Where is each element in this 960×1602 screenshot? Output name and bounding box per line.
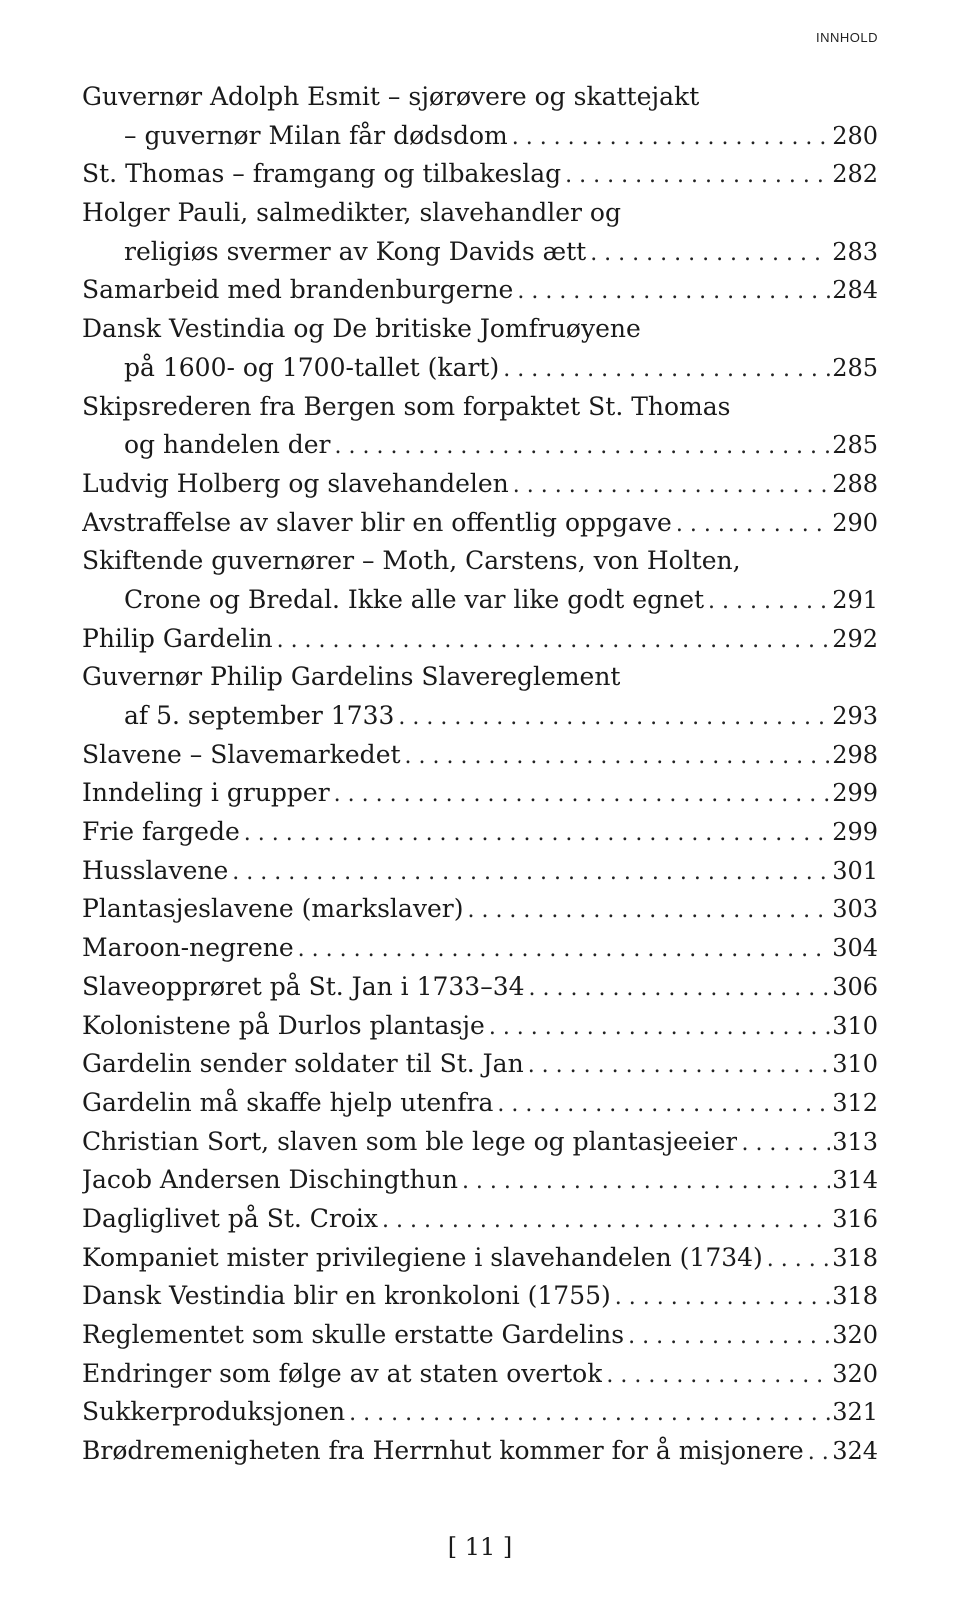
dot-leader bbox=[737, 1125, 830, 1164]
toc-entry-title: Maroon-negrene bbox=[82, 933, 294, 963]
dot-leader bbox=[401, 738, 830, 777]
dot-leader bbox=[513, 273, 830, 312]
toc-entry-title: Skipsrederen fra Bergen som forpaktet St. Thomas bbox=[82, 391, 731, 421]
toc-entry bbox=[82, 388, 878, 465]
toc-entry bbox=[82, 1355, 878, 1394]
toc-entry-title: Kompaniet mister privilegiene i slavehandelen (1734) bbox=[82, 1242, 763, 1272]
page-number: [ 11 ] bbox=[447, 1533, 513, 1561]
toc-entry bbox=[82, 1393, 878, 1432]
running-head: INNHOLD bbox=[815, 30, 878, 45]
toc-entry-title: Jacob Andersen Dischingthun bbox=[82, 1165, 458, 1195]
toc-entry-page: 299 bbox=[832, 779, 878, 808]
dot-leader bbox=[525, 970, 830, 1009]
toc-entry bbox=[82, 890, 878, 929]
toc-entry-page: 298 bbox=[832, 740, 878, 769]
toc-entry-page: 316 bbox=[832, 1204, 878, 1233]
toc-entry-title: Slaveopprøret på St. Jan i 1733–34 bbox=[82, 971, 525, 1001]
toc-entry-line bbox=[82, 155, 878, 194]
toc-entry-page: 310 bbox=[832, 1050, 878, 1079]
toc-entry-title: Philip Gardelin bbox=[82, 623, 273, 653]
dot-leader bbox=[672, 506, 830, 545]
toc-entry bbox=[82, 465, 878, 504]
toc-entry-title: Gardelin sender soldater til St. Jan bbox=[82, 1049, 524, 1079]
toc-entry-page: 282 bbox=[832, 160, 878, 189]
toc-entry-title: – guvernør Milan får dødsdom bbox=[124, 120, 508, 150]
toc-entry-page: 310 bbox=[832, 1011, 878, 1040]
dot-leader bbox=[493, 1086, 830, 1125]
toc-entry-page: 301 bbox=[832, 856, 878, 885]
toc-entry bbox=[82, 1316, 878, 1355]
dot-leader bbox=[624, 1318, 830, 1357]
toc-entry-line bbox=[82, 1045, 878, 1084]
toc-entry-title: på 1600- og 1700-tallet (kart) bbox=[124, 352, 500, 382]
dot-leader bbox=[485, 1009, 830, 1048]
toc-entry-title: Husslavene bbox=[82, 855, 229, 885]
dot-leader bbox=[273, 622, 830, 661]
toc-entry-line bbox=[82, 1084, 878, 1123]
toc-entry-line bbox=[82, 349, 878, 388]
toc-entry-line bbox=[82, 774, 878, 813]
toc-entry-line bbox=[82, 968, 878, 1007]
toc-entry-title: Gardelin må skaffe hjelp utenfra bbox=[82, 1087, 494, 1117]
toc-entry bbox=[82, 310, 878, 387]
toc-entry-page: 291 bbox=[832, 585, 878, 614]
toc-entry bbox=[82, 194, 878, 271]
toc-entry bbox=[82, 504, 878, 543]
toc-entry bbox=[82, 78, 878, 155]
dot-leader bbox=[704, 583, 830, 622]
toc-entry-line bbox=[82, 271, 878, 310]
toc-entry-page: 313 bbox=[832, 1127, 878, 1156]
toc-entry-title: Ludvig Holberg og slavehandelen bbox=[82, 468, 509, 498]
toc-entry-line bbox=[82, 1393, 878, 1432]
toc-entry-line bbox=[82, 310, 878, 349]
toc-entry-line bbox=[82, 1200, 878, 1239]
toc-entry-page: 285 bbox=[832, 431, 878, 460]
dot-leader bbox=[463, 892, 830, 931]
toc-entry-page: 290 bbox=[832, 508, 878, 537]
toc-entry-page: 293 bbox=[832, 702, 878, 730]
toc-entry-title: Holger Pauli, salmedikter, slavehandler og bbox=[82, 198, 621, 228]
toc-entry-line bbox=[82, 852, 878, 891]
dot-leader bbox=[378, 1202, 830, 1241]
toc-entry bbox=[82, 1045, 878, 1084]
toc-entry-line bbox=[82, 194, 878, 233]
toc-entry-title: Brødremenigheten fra Herrnhut kommer for å misjonere bbox=[82, 1436, 804, 1466]
toc-entry bbox=[82, 658, 878, 735]
toc-entry-page: 324 bbox=[832, 1437, 878, 1466]
toc-entry-title: Plantasjeslavene (markslaver) bbox=[82, 894, 464, 924]
toc-entry-page: 292 bbox=[832, 624, 878, 653]
toc-entry-line bbox=[82, 697, 878, 736]
toc-entry bbox=[82, 1123, 878, 1162]
toc-entry-line bbox=[82, 1277, 878, 1316]
toc-entry-line bbox=[82, 426, 878, 465]
toc-entry bbox=[82, 736, 878, 775]
toc-entry bbox=[82, 271, 878, 310]
toc-entry-title: Skiftende guvernører – Moth, Carstens, von Holten, bbox=[82, 546, 741, 576]
toc-entry bbox=[82, 1084, 878, 1123]
toc-entry-title: Sukkerproduksjonen bbox=[82, 1397, 346, 1427]
dot-leader bbox=[509, 467, 830, 506]
dot-leader bbox=[240, 815, 830, 854]
dot-leader bbox=[331, 428, 831, 467]
toc-entry-page: 318 bbox=[832, 1243, 878, 1272]
toc-entry-page: 321 bbox=[832, 1398, 878, 1427]
toc-entry-line bbox=[82, 233, 878, 272]
toc-entry-title: Frie fargede bbox=[82, 817, 240, 847]
dot-leader bbox=[394, 699, 830, 738]
toc-entry-page: 299 bbox=[832, 818, 878, 847]
toc-entry-line bbox=[82, 542, 878, 581]
dot-leader bbox=[508, 119, 830, 158]
toc-entry-title: Crone og Bredal. Ikke alle var like godt egnet bbox=[124, 584, 705, 614]
dot-leader bbox=[499, 351, 830, 390]
dot-leader bbox=[345, 1395, 830, 1434]
dot-leader bbox=[561, 157, 830, 196]
toc-entry-title: Dansk Vestindia blir en kronkoloni (1755) bbox=[82, 1281, 611, 1311]
toc-entry-page: 283 bbox=[832, 237, 878, 266]
toc-entry-line bbox=[82, 504, 878, 543]
toc-entry-page: 284 bbox=[832, 276, 878, 305]
toc-entry-line bbox=[82, 1007, 878, 1046]
toc-entry-line bbox=[82, 1123, 878, 1162]
toc-entry-line bbox=[82, 388, 878, 427]
toc-entry-line bbox=[82, 1161, 878, 1200]
toc-entry-title: Kolonistene på Durlos plantasje bbox=[82, 1010, 485, 1040]
toc-entry bbox=[82, 968, 878, 1007]
toc-entry-line bbox=[82, 620, 878, 659]
toc-entry-title: religiøs svermer av Kong Davids ætt bbox=[124, 236, 587, 266]
toc-entry-line bbox=[82, 890, 878, 929]
toc-entry bbox=[82, 813, 878, 852]
toc-entry-line bbox=[82, 581, 878, 620]
dot-leader bbox=[458, 1163, 830, 1202]
toc-entry-line bbox=[82, 78, 878, 117]
toc-entry bbox=[82, 1432, 878, 1471]
toc-entry-line bbox=[82, 1239, 878, 1278]
toc-entry-title: Guvernør Adolph Esmit – sjørøvere og skattejakt bbox=[82, 82, 700, 111]
toc-entry-line bbox=[82, 813, 878, 852]
table-of-contents bbox=[82, 78, 878, 1471]
toc-entry-title: Reglementet som skulle erstatte Gardelins bbox=[82, 1320, 625, 1349]
toc-entry-line bbox=[82, 1316, 878, 1355]
toc-entry-page: 320 bbox=[832, 1321, 878, 1349]
toc-entry-line bbox=[82, 929, 878, 968]
toc-entry-title: Endringer som følge av at staten overtok bbox=[82, 1358, 603, 1388]
toc-entry bbox=[82, 774, 878, 813]
toc-entry bbox=[82, 542, 878, 619]
toc-entry bbox=[82, 620, 878, 659]
toc-entry-title: Dansk Vestindia og De britiske Jomfruøyene bbox=[82, 314, 641, 344]
dot-leader bbox=[524, 1047, 830, 1086]
toc-entry-page: 280 bbox=[832, 121, 878, 150]
toc-entry-title: Avstraffelse av slaver blir en offentlig oppgave bbox=[82, 507, 672, 537]
toc-entry-title: af 5. september 1733 bbox=[124, 701, 395, 730]
toc-entry-line bbox=[82, 1355, 878, 1394]
toc-entry bbox=[82, 155, 878, 194]
toc-entry bbox=[82, 1161, 878, 1200]
toc-entry-line bbox=[82, 465, 878, 504]
dot-leader bbox=[330, 776, 830, 815]
toc-entry-title: Slavene – Slavemarkedet bbox=[82, 739, 401, 769]
toc-entry bbox=[82, 1007, 878, 1046]
toc-entry-line bbox=[82, 658, 878, 697]
toc-entry-title: Guvernør Philip Gardelins Slavereglement bbox=[82, 662, 621, 692]
toc-entry-title: Christian Sort, slaven som ble lege og plantasjeeier bbox=[82, 1126, 738, 1156]
dot-leader bbox=[586, 235, 830, 274]
toc-entry-title: Samarbeid med brandenburgerne bbox=[82, 275, 514, 305]
toc-entry-page: 320 bbox=[832, 1359, 878, 1388]
toc-entry bbox=[82, 852, 878, 891]
toc-entry-page: 312 bbox=[832, 1088, 878, 1117]
toc-entry-title: St. Thomas – framgang og tilbakeslag bbox=[82, 159, 562, 189]
toc-entry-page: 288 bbox=[832, 469, 878, 498]
toc-entry-line bbox=[82, 117, 878, 156]
dot-leader bbox=[228, 854, 830, 893]
toc-entry-page: 304 bbox=[832, 934, 878, 963]
dot-leader bbox=[602, 1357, 830, 1396]
dot-leader bbox=[294, 931, 830, 970]
toc-entry-title: og handelen der bbox=[124, 430, 331, 460]
toc-entry-page: 306 bbox=[832, 972, 878, 1001]
toc-entry bbox=[82, 1200, 878, 1239]
toc-entry bbox=[82, 1277, 878, 1316]
toc-entry-page: 285 bbox=[832, 353, 878, 382]
toc-entry-page: 303 bbox=[832, 895, 878, 924]
toc-entry-title: Inndeling i grupper bbox=[82, 778, 330, 808]
toc-entry bbox=[82, 929, 878, 968]
dot-leader bbox=[611, 1279, 830, 1318]
dot-leader bbox=[804, 1434, 830, 1473]
toc-entry bbox=[82, 1239, 878, 1278]
toc-entry-page: 318 bbox=[832, 1282, 878, 1311]
toc-entry-line bbox=[82, 736, 878, 775]
dot-leader bbox=[763, 1241, 830, 1280]
toc-entry-title: Dagliglivet på St. Croix bbox=[82, 1203, 378, 1233]
toc-entry-page: 314 bbox=[832, 1166, 878, 1195]
toc-entry-line bbox=[82, 1432, 878, 1471]
